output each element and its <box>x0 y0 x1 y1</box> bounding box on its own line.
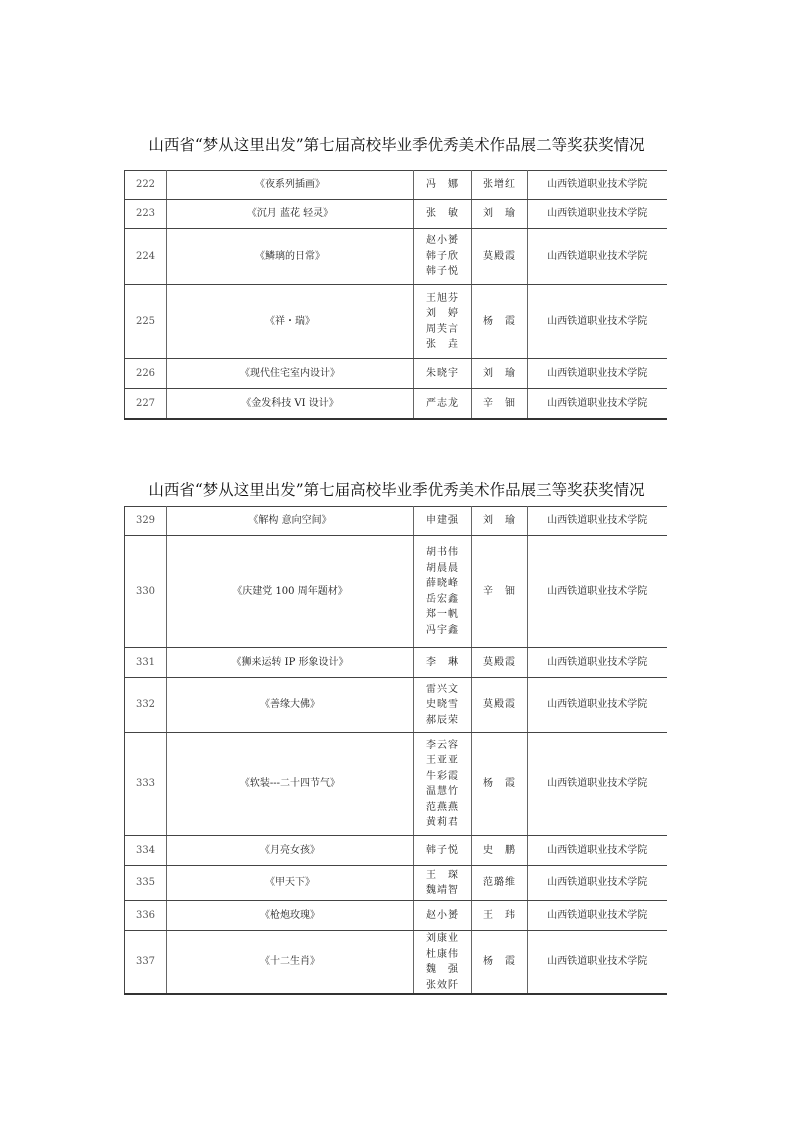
school-name: 山西铁道职业技术学院 <box>528 866 667 901</box>
school-name: 山西铁道职业技术学院 <box>528 648 667 678</box>
work-title: 《金发科技 VI 设计》 <box>167 389 414 419</box>
author-name: 郑一帆 <box>426 609 459 620</box>
advisor-name: 刘 瑜 <box>472 507 528 536</box>
author-name: 周芙言 <box>426 323 459 335</box>
work-title: 《沉月 蓝花 轻灵》 <box>167 200 414 229</box>
row-number: 225 <box>125 285 167 359</box>
second-prize-table <box>124 170 667 420</box>
author-names <box>414 229 472 285</box>
advisor-name: 莫殿霞 <box>472 678 528 733</box>
work-title: 《解构 意向空间》 <box>167 507 414 536</box>
table-row <box>125 836 667 866</box>
advisor-name: 杨 霞 <box>472 285 528 359</box>
row-number: 226 <box>125 359 167 389</box>
row-number: 337 <box>125 931 167 995</box>
author-name: 韩子悦 <box>426 266 459 278</box>
table-row <box>125 866 667 901</box>
author-name: 韩子欣 <box>426 250 459 262</box>
author-name: 胡书伟 <box>426 547 459 558</box>
advisor-name: 刘 瑜 <box>472 359 528 389</box>
row-number: 227 <box>125 389 167 419</box>
school-name: 山西铁道职业技术学院 <box>528 285 667 359</box>
author-name: 张效阡 <box>426 979 459 991</box>
row-number: 333 <box>125 733 167 836</box>
school-name: 山西铁道职业技术学院 <box>528 171 667 200</box>
author-names <box>414 836 472 866</box>
row-number: 335 <box>125 866 167 901</box>
work-title: 《十二生肖》 <box>167 931 414 995</box>
school-name: 山西铁道职业技术学院 <box>528 507 667 536</box>
advisor-name: 杨 霞 <box>472 931 528 995</box>
work-title: 《祥・瑞》 <box>167 285 414 359</box>
author-names <box>414 648 472 678</box>
school-name: 山西铁道职业技术学院 <box>528 200 667 229</box>
school-name: 山西铁道职业技术学院 <box>528 901 667 931</box>
author-name: 韩子悦 <box>426 844 459 856</box>
author-name: 李云容 <box>426 739 459 751</box>
author-name: 杜康伟 <box>426 948 459 960</box>
table-row <box>125 229 667 285</box>
author-names <box>414 901 472 931</box>
table-row <box>125 359 667 389</box>
author-name: 牛彩霞 <box>426 770 459 782</box>
advisor-name: 王 玮 <box>472 901 528 931</box>
author-name: 朱晓宇 <box>426 367 459 379</box>
author-name: 刘康业 <box>426 933 459 944</box>
school-name: 山西铁道职业技术学院 <box>528 678 667 733</box>
work-title: 《软装---二十四节气》 <box>167 733 414 836</box>
author-name: 冯 娜 <box>426 179 459 191</box>
author-names <box>414 285 472 359</box>
work-title: 《鳞璃的日常》 <box>167 229 414 285</box>
table-row <box>125 648 667 678</box>
third-prize-title: 山西省“梦从这里出发”第七届高校毕业季优秀美术作品展三等奖获奖情况 <box>148 481 645 499</box>
author-name: 冯宇鑫 <box>426 624 459 636</box>
advisor-name: 杨 霞 <box>472 733 528 836</box>
author-name: 岳宏鑫 <box>426 593 459 605</box>
table-row <box>125 536 667 648</box>
author-name: 赵小赟 <box>426 235 459 247</box>
row-number: 224 <box>125 229 167 285</box>
table-row <box>125 733 667 836</box>
advisor-name: 莫殿霞 <box>472 229 528 285</box>
author-name: 王 琛 <box>426 869 459 881</box>
school-name: 山西铁道职业技术学院 <box>528 931 667 995</box>
author-names <box>414 931 472 995</box>
school-name: 山西铁道职业技术学院 <box>528 389 667 419</box>
author-names <box>414 389 472 419</box>
work-title: 《枪炮玫瑰》 <box>167 901 414 931</box>
author-name: 范燕燕 <box>426 801 459 813</box>
second-prize-title: 山西省“梦从这里出发”第七届高校毕业季优秀美术作品展二等奖获奖情况 <box>148 136 645 154</box>
table-row <box>125 389 667 419</box>
advisor-name: 莫殿霞 <box>472 648 528 678</box>
author-name: 王旭芬 <box>426 292 459 304</box>
author-name: 魏 强 <box>426 964 459 975</box>
work-title: 《善缘大佛》 <box>167 678 414 733</box>
row-number: 330 <box>125 536 167 648</box>
row-number: 223 <box>125 200 167 229</box>
author-name: 郝辰荣 <box>426 714 459 726</box>
author-names <box>414 733 472 836</box>
row-number: 334 <box>125 836 167 866</box>
author-names <box>414 678 472 733</box>
advisor-name: 张增红 <box>472 171 528 200</box>
work-title: 《狮来运转 IP 形象设计》 <box>167 648 414 678</box>
author-name: 张 垚 <box>426 339 459 350</box>
school-name: 山西铁道职业技术学院 <box>528 836 667 866</box>
table-row <box>125 285 667 359</box>
table-row <box>125 200 667 229</box>
school-name: 山西铁道职业技术学院 <box>528 733 667 836</box>
author-name: 刘 婷 <box>426 308 459 319</box>
author-name: 魏靖智 <box>426 885 459 896</box>
school-name: 山西铁道职业技术学院 <box>528 359 667 389</box>
table-row <box>125 678 667 733</box>
author-name: 严志龙 <box>426 397 459 409</box>
work-title: 《月亮女孩》 <box>167 836 414 866</box>
row-number: 332 <box>125 678 167 733</box>
author-name: 黄莉君 <box>426 817 459 828</box>
row-number: 329 <box>125 507 167 536</box>
author-names <box>414 171 472 200</box>
author-names <box>414 866 472 901</box>
author-names <box>414 359 472 389</box>
row-number: 331 <box>125 648 167 678</box>
author-name: 雷兴文 <box>426 683 459 695</box>
advisor-name: 辛 钿 <box>472 389 528 419</box>
author-name: 史晓雪 <box>426 699 459 711</box>
author-name: 王亚亚 <box>426 755 459 766</box>
work-title: 《庆建党 100 周年题材》 <box>167 536 414 648</box>
advisor-name: 辛 钿 <box>472 536 528 648</box>
work-title: 《甲天下》 <box>167 866 414 901</box>
third-prize-table <box>124 506 667 995</box>
author-names <box>414 200 472 229</box>
author-name: 赵小赟 <box>426 909 459 921</box>
table-row <box>125 931 667 995</box>
author-name: 李 琳 <box>426 656 459 668</box>
school-name: 山西铁道职业技术学院 <box>528 536 667 648</box>
author-names <box>414 536 472 648</box>
advisor-name: 刘 瑜 <box>472 200 528 229</box>
advisor-name: 史 鹏 <box>472 836 528 866</box>
table-row <box>125 171 667 200</box>
row-number: 336 <box>125 901 167 931</box>
author-name: 申建强 <box>426 515 459 527</box>
advisor-name: 范璐维 <box>472 866 528 901</box>
row-number: 222 <box>125 171 167 200</box>
author-name: 薛晓峰 <box>426 578 459 589</box>
table-row <box>125 901 667 931</box>
school-name: 山西铁道职业技术学院 <box>528 229 667 285</box>
table-row <box>125 507 667 536</box>
author-name: 温慧竹 <box>426 786 459 797</box>
work-title: 《现代住宅室内设计》 <box>167 359 414 389</box>
work-title: 《夜系列插画》 <box>167 171 414 200</box>
author-name: 胡晨晨 <box>426 562 459 574</box>
author-name: 张 敏 <box>426 208 459 220</box>
author-names <box>414 507 472 536</box>
